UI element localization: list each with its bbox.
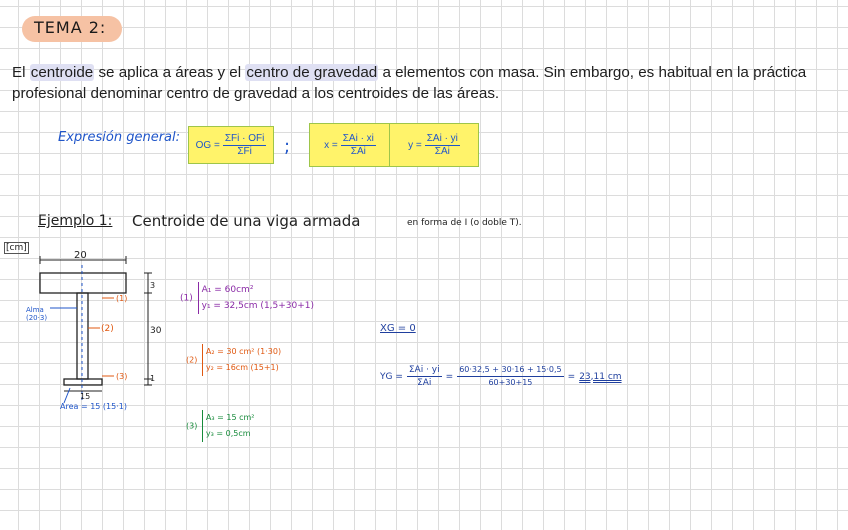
yg-answer: 23,11 cm [579,371,622,382]
yg-fraction [407,364,442,389]
x-fraction [341,133,376,158]
part-3-num: (3) [186,421,198,431]
x-denominator: ΣAi [350,145,366,157]
web-label: Alma (20·3) [26,306,48,322]
intro-text-2: se aplica a áreas y el [94,64,246,81]
part-3-area: A₃ = 15 cm² [205,413,255,422]
intro-paragraph [12,62,832,104]
part-2-area: A₂ = 30 cm² (1·30) [205,347,282,356]
y-lhs: y = [408,139,422,151]
og-formula-box [188,126,274,164]
part-1-num: (1) [180,293,193,304]
i-beam-diagram [20,250,170,420]
web-height-dim: 30 [150,326,162,336]
part-2-y: y₂ = 16cm (15+1) [205,363,279,372]
og-denominator: ΣFi [237,145,252,157]
og-fraction [223,133,267,158]
yg-calc-numerator: 60·32,5 + 30·16 + 15·0,5 [457,364,563,377]
y-denominator: ΣAi [434,145,450,157]
x-lhs: x = [324,139,338,151]
unit-label: [cm] [6,243,27,253]
yg-lhs: YG = [380,371,403,382]
example-description-small: en forma de I (o doble T). [407,218,522,228]
part-2-num: (2) [186,355,198,365]
yg-equation [380,364,622,389]
part-1-area: A₁ = 60cm² [201,285,254,295]
part-2-values [186,344,281,376]
part3-tag: (3) [116,372,128,381]
y-fraction [425,133,460,158]
yg-eq-1: = [445,371,454,382]
general-expression-label: Expresión general: [58,130,181,145]
part-3-values [186,410,254,442]
yg-calc-fraction [457,364,563,389]
formula-separator: ; [284,136,291,157]
xg-result: XG = 0 [380,323,416,334]
x-formula-box [309,123,391,167]
part-3-y: y₃ = 0,5cm [205,429,251,438]
bottom-height-dim: 1 [150,374,156,383]
term-centro-gravedad: centro de gravedad [246,64,378,81]
og-numerator: ΣFi · OFi [224,132,265,144]
part-1-y: y₁ = 32,5cm (1,5+30+1) [201,301,315,311]
flange-height-dim: 3 [150,281,156,290]
part1-tag: (1) [116,294,128,303]
part2-tag: (2) [101,324,114,334]
page-title: TEMA 2: [34,18,107,37]
x-numerator: ΣAi · xi [342,132,374,144]
intro-text-1: El [12,64,30,81]
y-numerator: ΣAi · yi [426,132,458,144]
term-centroide: centroide [30,64,94,81]
example-description: Centroide de una viga armada [132,212,361,230]
intro-text-3: a elementos con masa. Sin embargo, es habitual en la práctica profesional denominar centro de gravedad a los centroides de las áreas. [12,64,807,102]
yg-calc-denominator: 60+30+15 [488,378,533,387]
bottom-width-dim: 15 [80,392,91,401]
example-heading: Ejemplo 1: [38,213,113,229]
part-1-values [180,282,314,314]
width-dimension: 20 [74,250,87,261]
yg-numerator: ΣAi · yi [408,365,440,375]
area-label: Area = 15 (15·1) [60,402,127,411]
yg-denominator: ΣAi [417,378,432,388]
yg-eq-2: = [567,371,576,382]
og-lhs: OG = [195,139,220,151]
y-formula-box [389,123,479,167]
